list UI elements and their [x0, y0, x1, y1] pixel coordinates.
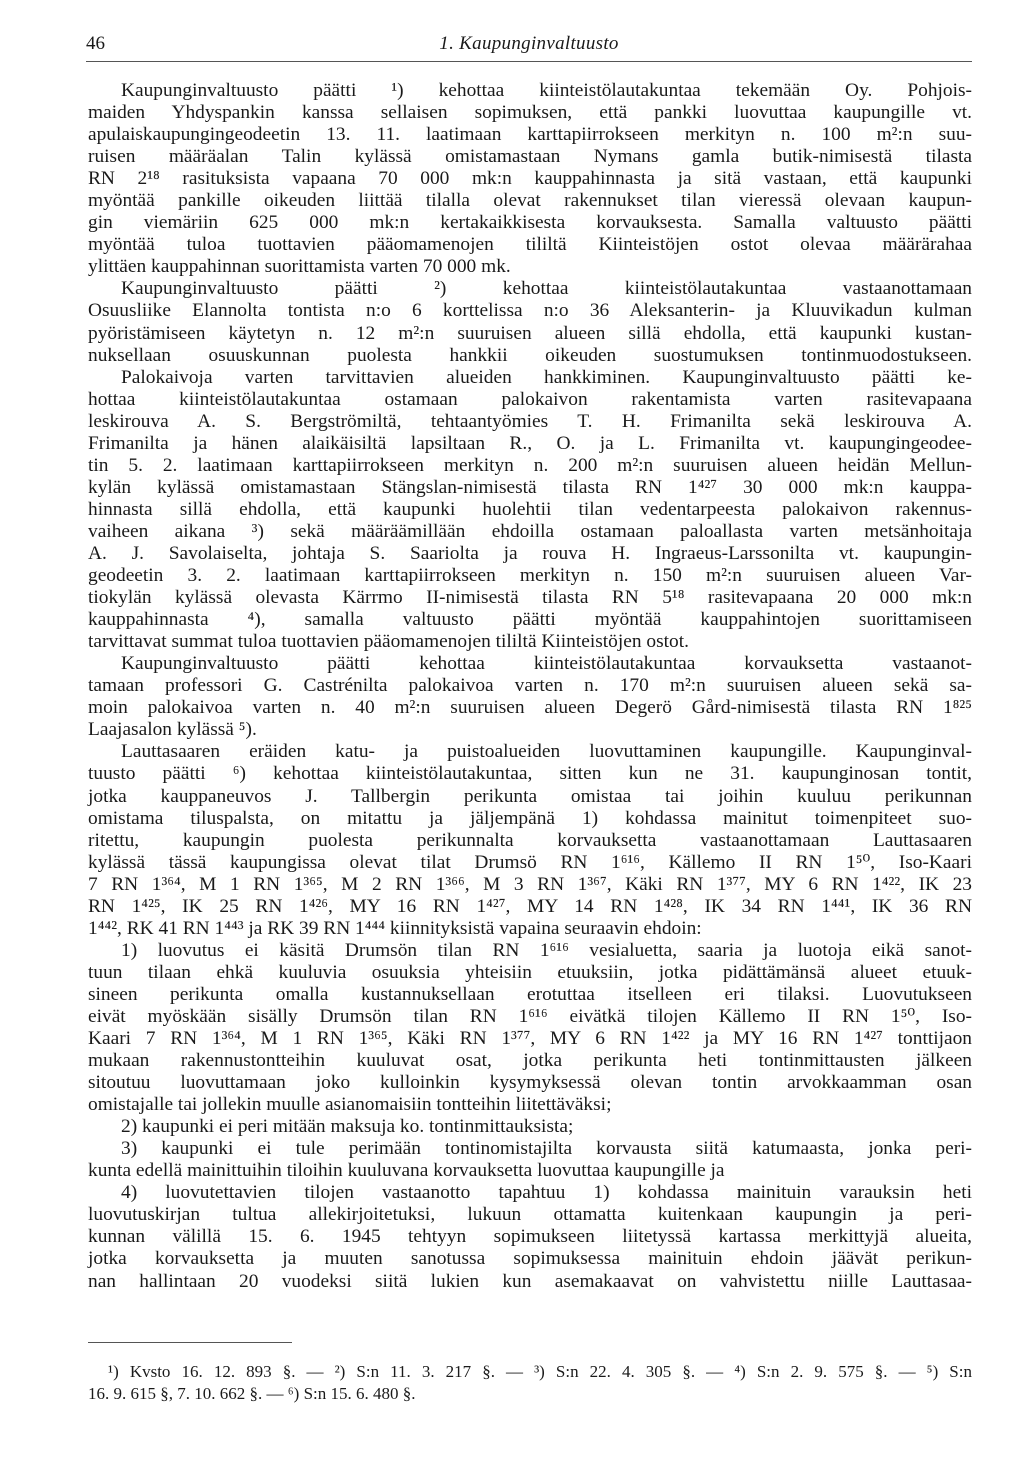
text-line: ylittäen kauppahinnan suorittamista varten 70 000 mk. [88, 256, 511, 278]
text-line: kunta edellä mainittuihin tiloihin kuuluvana korvauksetta luovuttaa kaupungille ja [88, 1160, 725, 1182]
running-title: 1. Kaupunginvaltuusto [439, 33, 619, 54]
text-line: 3) kaupunki ei tule perimään tontinomistajilta korvausta siitä katumaasta, jonka peri- [121, 1138, 972, 1160]
footnote-line: ¹) Kvsto 16. 12. 893 §. — ²) S:n 11. 3. 217 §. — ³) S:n 22. 4. 305 §. — ⁴) S:n 2. 9. 575 §. — ⁵) S:n [108, 1362, 972, 1381]
text-line: kylässä tässä kaupungissa olevat tilat Drumsö RN 1⁶¹⁶, Källemo II RN 1⁵⁰, Iso-Kaari [88, 851, 972, 873]
text-line: myöntää pankille oikeuden liittää tilalla olevat rakennukset tilan vieressä olevaan kaupun- [88, 190, 972, 212]
text-line: tuusto päätti ⁶) kehottaa kiinteistölautakuntaa, sitten kun ne 31. kaupunginosan tontit, [88, 763, 972, 785]
text-line: tamaan professori G. Castrénilta palokaivoa varten n. 170 m²:n suuruisen alueen sekä sa- [88, 675, 972, 697]
text-line: Kaupunginvaltuusto päätti kehottaa kiinteistölautakuntaa korvauksetta vastaanot- [121, 653, 972, 675]
page-header [86, 33, 972, 57]
text-line: Kaari 7 RN 1³⁶⁴, M 1 RN 1³⁶⁵, Käki RN 1³⁷⁷, MY 6 RN 1⁴²² ja MY 16 RN 1⁴²⁷ tonttijaon [88, 1028, 972, 1050]
text-line: maiden Yhdyspankin kanssa sellaisen sopimuksen, että pankki luovuttaa kaupungille vt. [88, 102, 972, 124]
text-line: tiokylän kylässä olevasta Kärrmo II-nimisestä tilasta RN 5¹⁸ rasitevapaana 20 000 mk:n [88, 587, 972, 609]
text-line: Lauttasaaren eräiden katu- ja puistoalueiden luovuttaminen kaupungille. Kaupunginval- [121, 741, 972, 763]
page-number: 46 [86, 33, 105, 54]
text-line: Palokaivoja varten tarvittavien alueiden hankkiminen. Kaupunginvaltuusto päätti ke- [121, 366, 972, 388]
text-line: hinnasta sillä ehdolla, että kaupunki huolehtii tilan vedentarpeesta palokaivon rakennus- [88, 498, 972, 520]
text-line: ritettu, kaupungin puolesta perikunnalta korvauksetta vastaanottamaan Lauttasaaren [88, 829, 972, 851]
text-line: apulaiskaupungingeodeetin 13. 11. laatimaan karttapiirrokseen merkityn n. 100 m²:n suu- [88, 124, 972, 146]
text-line: luovutuskirjan tultua allekirjoitetuksi, lukuun ottamatta kuitenkaan kaupungin ja peri- [88, 1204, 972, 1226]
text-line: tarvittavat summat tuloa tuottavien pääomamenojen tililtä Kiinteistöjen ostot. [88, 631, 689, 653]
text-line: moin palokaivoa varten n. 40 m²:n suuruisen alueen Degerö Gård-nimisestä tilasta RN 1⁸²⁵ [88, 697, 972, 719]
text-line: sineen perikunta omalla kustannuksellaan erotuttaa itselleen eri tilaksi. Luovutukseen [88, 983, 972, 1005]
footnotes [88, 1361, 972, 1405]
text-line: hottaa kiinteistölautakuntaa ostamaan palokaivon rakentamista varten rasitevapaana [88, 388, 972, 410]
text-line: vaiheen aikana ³) sekä määräämillään ehdoilla ostamaan paloallasta varten metsänhoitaja [88, 520, 972, 542]
text-line: nuksellaan osuuskunnan puolesta hankkii oikeuden suostumuksen tontinmuodostukseen. [88, 344, 972, 366]
text-line: tuun tilaan ehkä kuuluvia osuuksia yhteisiin etuuksiin, jotka pidättämänsä alueet etuuk- [88, 961, 972, 983]
text-line: jotka kauppaneuvos J. Tallbergin perikunta omistaa tai joihin kuuluu perikunnan [88, 785, 972, 807]
text-line: omistama tiluspalsta, on mitattu ja jäljempänä 1) kohdassa mainitut toimenpiteet suo- [88, 807, 972, 829]
text-line: nan hallintaan 20 vuodeksi siitä lukien kun asemakaavat on vahvistettu niille Lauttasaa- [88, 1270, 972, 1292]
text-line: kauppahinnasta ⁴), samalla valtuusto päätti myöntää kauppahintojen suorittamiseen [88, 609, 972, 631]
text-line: Kaupunginvaltuusto päätti ²) kehottaa kiinteistölautakuntaa vastaanottamaan [121, 278, 972, 300]
text-line: sitoutuu luovuttamaan joko kulloinkin kysymyksessä olevan tontin arvokkaamman osan [88, 1072, 972, 1094]
text-line: gin viemäriin 625 000 mk:n kertakaikkisesta korvauksesta. Samalla valtuusto päätti [88, 212, 972, 234]
text-line: jotka korvauksetta ja muuten sanotussa sopimuksessa mainituin ehdoin jäävät perikun- [88, 1248, 972, 1270]
text-line: 2) kaupunki ei peri mitään maksuja ko. tontinmittauksista; [121, 1116, 574, 1138]
header-rule [86, 61, 972, 62]
text-line: Frimanilta ja hänen alaikäisiltä lapsiltaan R., O. ja L. Frimanilta vt. kaupungingeodee- [88, 432, 972, 454]
text-line: Kaupunginvaltuusto päätti ¹) kehottaa kiinteistölautakuntaa tekemään Oy. Pohjois- [121, 80, 972, 101]
footnote-rule [88, 1342, 292, 1343]
body-text [88, 80, 972, 1293]
text-line: ruisen määräalan Talin kylässä omistamastaan Nymans gamla butik-nimisestä tilasta [88, 146, 972, 168]
text-line: kylän kylässä omistamastaan Stängslan-nimisestä tilasta RN 1⁴²⁷ 30 000 mk:n kauppa- [88, 476, 972, 498]
text-line: kunnan välillä 15. 6. 1945 tehtyyn sopimukseen liitetyssä kartassa merkittyjä alueita, [88, 1226, 972, 1248]
text-line: mukaan rakennustontteihin kuuluvat osat, jotka perikunta heti tontinmittausten jälkeen [88, 1050, 972, 1072]
text-line: omistajalle tai jollekin muulle asianomaisiin tontteihin liitettäväksi; [88, 1094, 612, 1116]
text-line: tin 5. 2. laatimaan karttapiirrokseen merkityn n. 200 m²:n suuruisen alueen heidän Mellun- [88, 454, 972, 476]
text-line: myöntää tuloa tuottavien pääomamenojen tililtä Kiinteistöjen ostot olevaa määrärahaa [88, 234, 972, 256]
text-line: A. J. Savolaiselta, johtaja S. Saariolta ja rouva H. Ingraeus-Larssonilta vt. kaupungin- [88, 542, 972, 564]
text-line: eivät myöskään sisälly Drumsön tilan RN 1⁶¹⁶ eivätkä tilojen Källemo II RN 1⁵⁰, Iso- [88, 1005, 972, 1027]
text-line: Osuusliike Elannolta tontista n:o 6 korttelissa n:o 36 Aleksanterin- ja Kluuvikadun kulman [88, 300, 972, 322]
text-line: pyöristämiseen käytetyn n. 12 m²:n suuruisen alueen sillä ehdolla, että kaupunki kustan- [88, 322, 972, 344]
text-line: Laajasalon kylässä ⁵). [88, 719, 257, 741]
text-line: 1⁴⁴², RK 41 RN 1⁴⁴³ ja RK 39 RN 1⁴⁴⁴ kiinnityksistä vapaina seuraavin ehdoin: [88, 917, 702, 939]
text-line: geodeetin 3. 2. laatimaan karttapiirrokseen merkityn n. 150 m²:n suuruisen alueen Var- [88, 565, 972, 587]
text-line: RN 1⁴²⁵, IK 25 RN 1⁴²⁶, MY 16 RN 1⁴²⁷, MY 14 RN 1⁴²⁸, IK 34 RN 1⁴⁴¹, IK 36 RN [88, 895, 972, 917]
text-line: 7 RN 1³⁶⁴, M 1 RN 1³⁶⁵, M 2 RN 1³⁶⁶, M 3 RN 1³⁶⁷, Käki RN 1³⁷⁷, MY 6 RN 1⁴²², IK 23 [88, 873, 972, 895]
footnote-line: 16. 9. 615 §, 7. 10. 662 §. — ⁶) S:n 15. 6. 480 §. [88, 1384, 416, 1403]
text-line: 1) luovutus ei käsitä Drumsön tilan RN 1⁶¹⁶ vesialuetta, saaria ja luotoja eikä sanot- [121, 939, 972, 961]
text-line: 4) luovutettavien tilojen vastaanotto tapahtuu 1) kohdassa mainituin varauksin heti [121, 1182, 972, 1204]
text-line: leskirouva A. S. Bergströmiltä, tehtaantyömies T. H. Frimanilta sekä leskirouva A. [88, 410, 972, 432]
text-line: RN 2¹⁸ rasituksista vapaana 70 000 mk:n kauppahinnasta ja sitä vastaan, että kaupunki [88, 168, 972, 190]
